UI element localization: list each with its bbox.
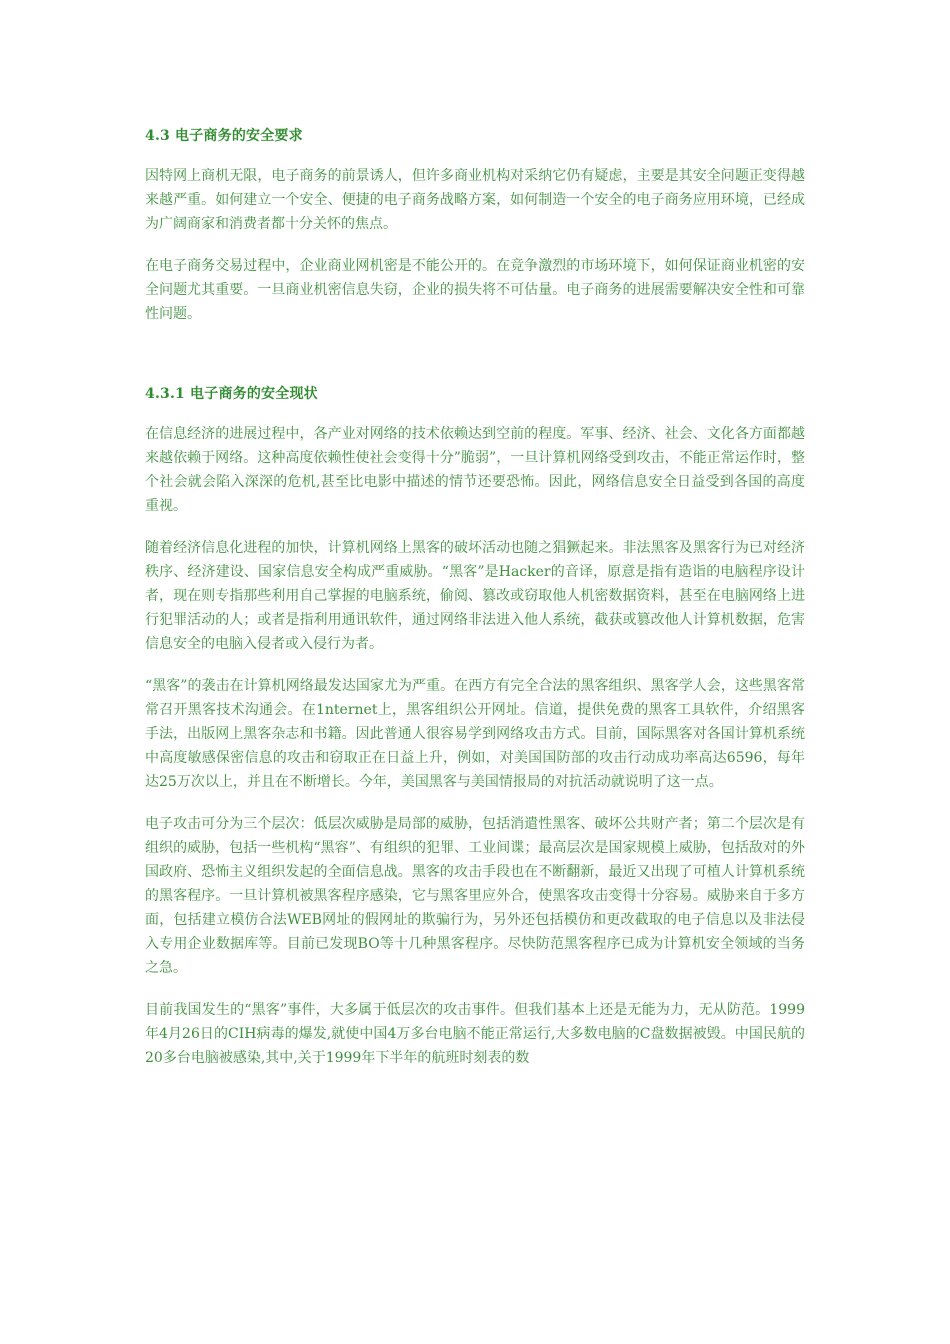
paragraph: 目前我国发生的“黑客”事件，大多属于低层次的攻击事件。但我们基本上还是无能为力，无从防范。1999年4月26日的CIH病毒的爆发,就使中国4万多台电脑不能正常运行,大多数电脑的C盘数据被毁。中国民航的20多台电脑被感染,其中,关于1999年下半年的航班时刻表的数 xyxy=(145,1002,805,1066)
document-content xyxy=(145,126,805,1088)
paragraph: “黑客”的袭击在计算机网络最发达国家尤为严重。在西方有完全合法的黑客组织、黑客学人会，这些黑客常常召开黑客技术沟通会。在1nternet上，黑客组织公开网址。信道，提供免费的黑客工具软件，介绍黑客手法，出版网上黑客杂志和书籍。因此普通人很容易学到网络攻击方式。目前，国际黑客对各国计算机系统中高度敏感保密信息的攻击和窃取正在日益上升，例如，对美国国防部的攻击行动成功率高达6596，每年达25万次以上，并且在不断增长。今年，美国黑客与美国情报局的对抗活动就说明了这一点。 xyxy=(145,678,805,790)
paragraph: 在电子商务交易过程中，企业商业网机密是不能公开的。在竞争激烈的市场环境下，如何保证商业机密的安全问题尤其重要。一旦商业机密信息失窃，企业的损失将不可估量。电子商务的进展需要解决安全性和可靠性问题。 xyxy=(145,258,805,322)
paragraph: 随着经济信息化进程的加快，计算机网络上黑客的破坏活动也随之猖獗起来。非法黑客及黑客行为已对经济秩序、经济建设、国家信息安全构成严重威胁。“黑客”是Hacker的音译，原意是指有造诣的电脑程序设计者，现在则专指那些利用自己掌握的电脑系统，偷阅、篡改或窃取他人机密数据资料，甚至在电脑网络上进行犯罪活动的人；或者是指利用通讯软件，通过网络非法进入他人系统，截获或篡改他人计算机数据，危害信息安全的电脑入侵者或入侵行为者。 xyxy=(145,540,805,652)
section-heading-4-3: 4.3 电子商务的安全要求 xyxy=(145,128,303,144)
paragraph: 因特网上商机无限，电子商务的前景诱人，但许多商业机构对采纳它仍有疑虑，主要是其安全问题正变得越来越严重。如何建立一个安全、便捷的电子商务战略方案，如何制造一个安全的电子商务应用环境，已经成为广阔商家和消费者都十分关怀的焦点。 xyxy=(145,168,805,232)
paragraph: 电子攻击可分为三个层次：低层次威胁是局部的威胁，包括消遣性黑客、破坏公共财产者；第二个层次是有组织的威胁，包括一些机构“黑容”、有组织的犯罪、工业间谍；最高层次是国家规模上威胁，包括敌对的外国政府、恐怖主义组织发起的全面信息战。黑客的攻击手段也在不断翻新，最近又出现了可植人计算机系统的黑客程序。一旦计算机被黑客程序感染，它与黑客里应外合，使黑客攻击变得十分容易。威胁来自于多方面，包括建立模仿合法WEB网址的假网址的欺骗行为，另外还包括模仿和更改截取的电子信息以及非法侵入专用企业数据库等。目前已发现BO等十几种黑客程序。尽快防范黑客程序已成为计算机安全领域的当务之急。 xyxy=(145,816,805,976)
section-spacer xyxy=(145,344,805,384)
paragraph: 在信息经济的进展过程中，各产业对网络的技术依赖达到空前的程度。军事、经济、社会、文化各方面都越来越依赖于网络。这种高度依赖性使社会变得十分”脆弱”，一旦计算机网络受到攻击，不能正常运作时，整个社会就会陷入深深的危机,甚至比电影中描述的情节还要恐怖。因此，网络信息安全日益受到各国的高度重视。 xyxy=(145,426,805,514)
section-heading-4-3-1: 4.3.1 电子商务的安全现状 xyxy=(145,386,318,402)
